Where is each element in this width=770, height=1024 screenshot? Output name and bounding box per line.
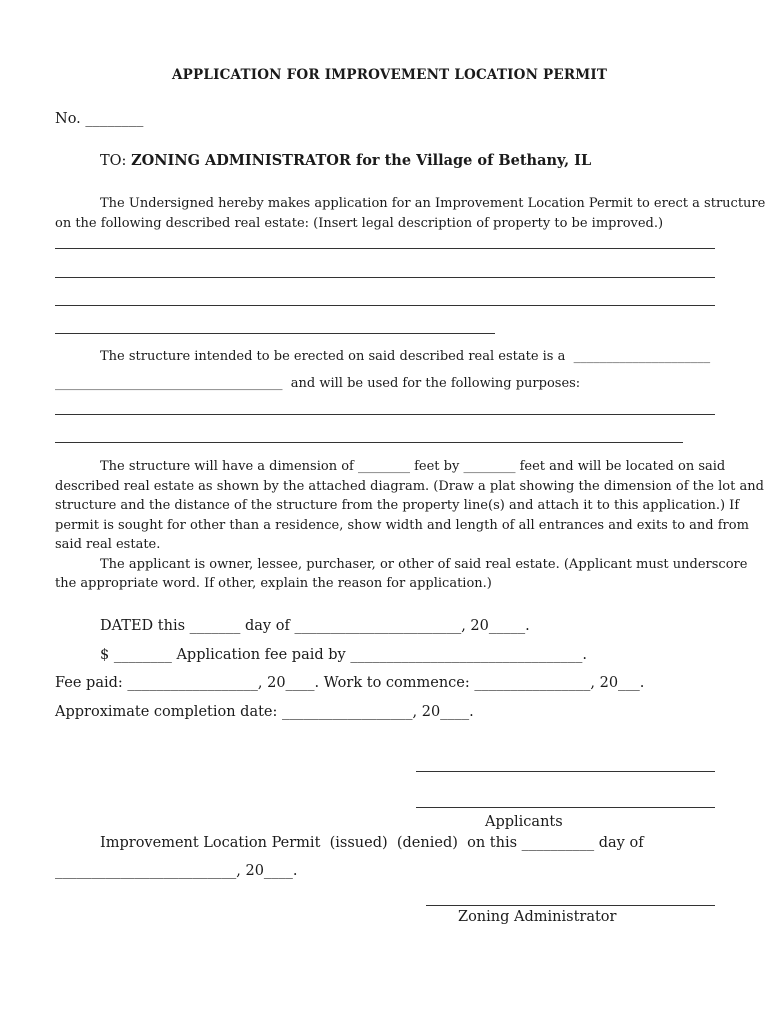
- issued-line: Improvement Location Permit (issued) (denied) on this __________ day of: [100, 835, 644, 851]
- legal-description-line-1[interactable]: [55, 248, 715, 249]
- legal-description-line-4[interactable]: [55, 333, 495, 334]
- zoning-admin-label: Zoning Administrator: [458, 909, 617, 925]
- intro-line-1: The Undersigned hereby makes application for an Improvement Location Permit to erect a structure: [100, 196, 766, 211]
- applicant-signature-2[interactable]: [416, 807, 715, 808]
- issued-date-line: _________________________, 20____.: [55, 863, 298, 879]
- structure-line-2: ___________________________________ and will be used for the following purposes:: [55, 376, 581, 391]
- applicant-line-1: The applicant is owner, lessee, purchaser, or other of said real estate. (Applicant must underscore: [100, 557, 748, 572]
- permit-number: No. ________: [55, 111, 144, 127]
- dated-line: DATED this _______ day of _______________________, 20_____.: [100, 618, 530, 634]
- dimension-line-4: permit is sought for other than a residence, show width and length of all entrances and exits to and from: [55, 518, 749, 533]
- fee-line: $ ________ Application fee paid by ________________________________.: [100, 647, 587, 663]
- dimension-line-1: The structure will have a dimension of ________ feet by ________ feet and will be located on said: [100, 459, 726, 474]
- completion-line: Approximate completion date: __________________, 20____.: [55, 704, 474, 720]
- dimension-line-3: structure and the distance of the structure from the property line(s) and attach it to this application.) If: [55, 498, 740, 513]
- page-title: APPLICATION FOR IMPROVEMENT LOCATION PERMIT: [172, 67, 608, 83]
- legal-description-line-3[interactable]: [55, 305, 715, 306]
- addressee-line: [100, 152, 591, 170]
- zoning-admin-signature[interactable]: [426, 905, 715, 906]
- legal-description-line-2[interactable]: [55, 277, 715, 278]
- fee-paid-line: Fee paid: __________________, 20____. Work to commence: ________________, 20___.: [55, 675, 645, 691]
- dimension-line-5: said real estate.: [55, 537, 161, 552]
- applicant-line-2: the appropriate word. If other, explain the reason for application.): [55, 576, 492, 591]
- addressee-prefix: TO:: [100, 153, 132, 169]
- addressee-title: ZONING ADMINISTRATOR: [131, 152, 351, 169]
- addressee-village: for the Village of Bethany, IL: [350, 152, 592, 169]
- purpose-line-2[interactable]: [55, 442, 683, 443]
- applicants-label: Applicants: [485, 814, 563, 830]
- purpose-line-1[interactable]: [55, 414, 715, 415]
- intro-line-2: on the following described real estate: (Insert legal description of property to be improved.): [55, 216, 664, 231]
- dimension-line-2: described real estate as shown by the attached diagram. (Draw a plat showing the dimension of the lot and: [55, 479, 764, 494]
- applicant-signature-1[interactable]: [416, 771, 715, 772]
- structure-line-1: The structure intended to be erected on said described real estate is a _____________________: [100, 349, 711, 364]
